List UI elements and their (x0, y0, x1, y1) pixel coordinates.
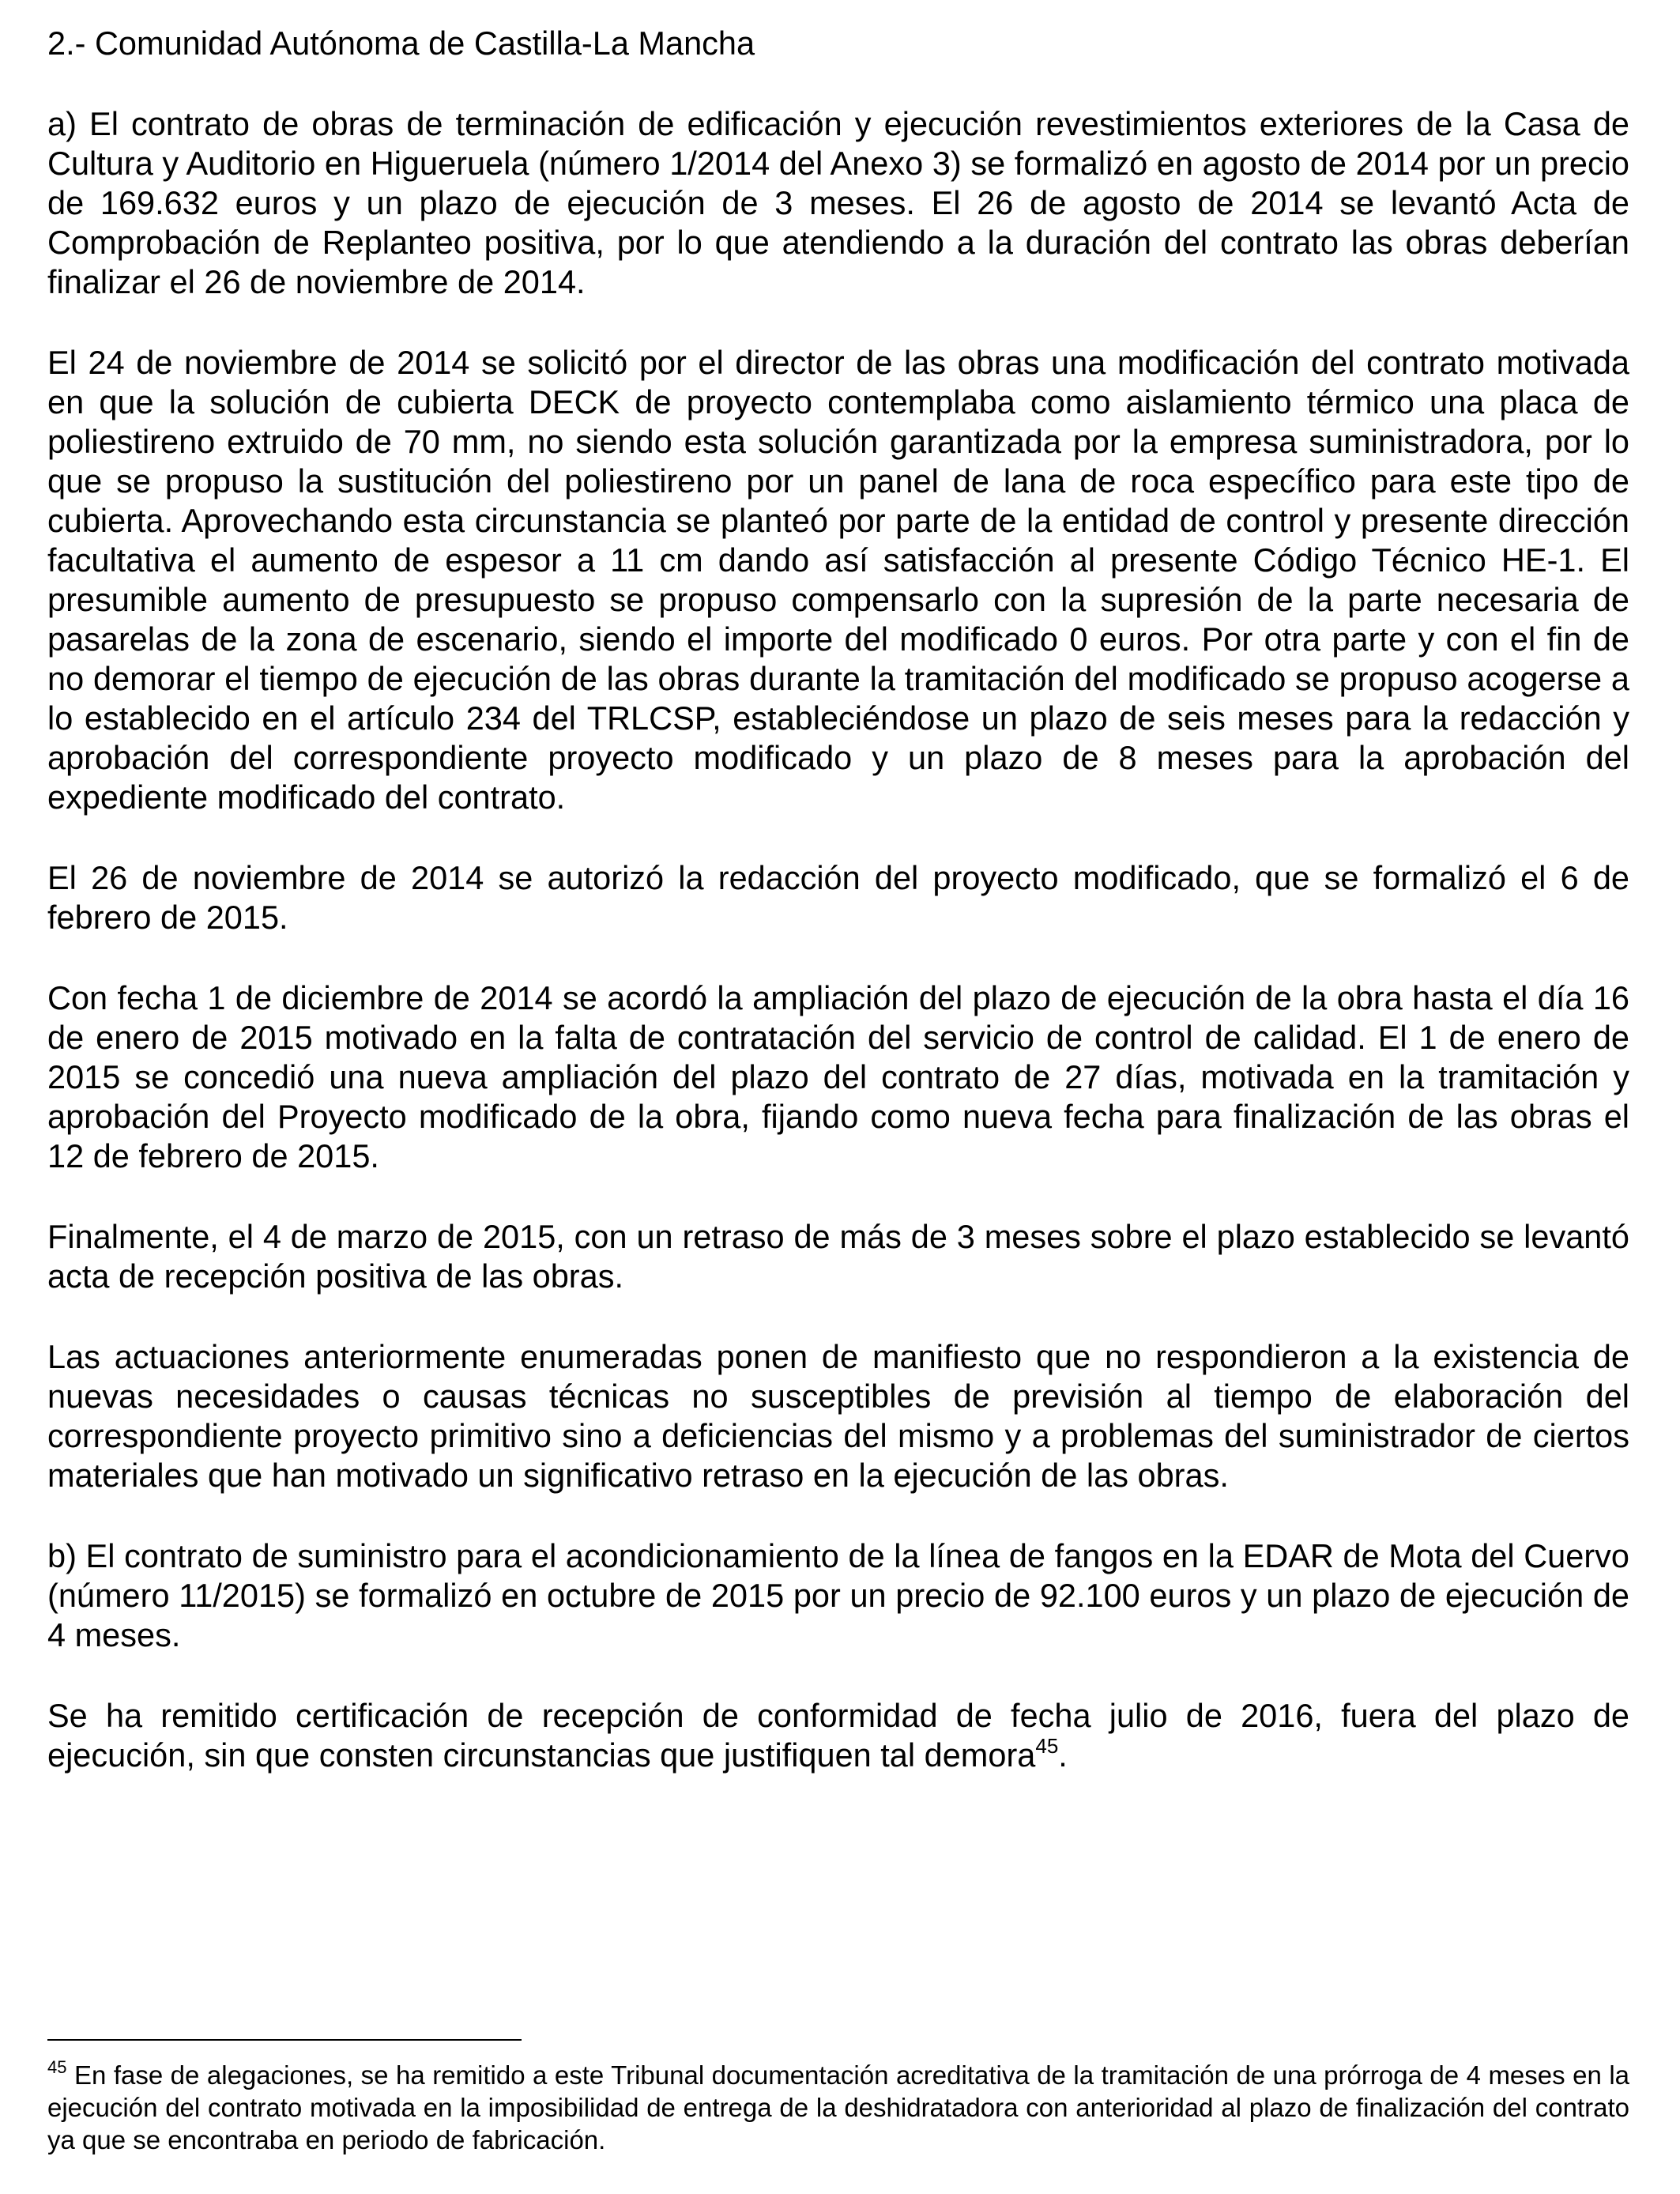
footnote-number: 45 (47, 2057, 67, 2077)
section-heading: 2.- Comunidad Autónoma de Castilla-La Mancha (47, 25, 755, 62)
paragraph-deadline-extensions: Con fecha 1 de diciembre de 2014 se acordó la ampliación del plazo de ejecución de la obra hasta el día 16 de enero de 2015 motivado en la falta de contratación del servicio de control de calidad. El 1 de enero de 2015 se concedió una nueva ampliación del plazo del contrato de 27 días, motivada en la tramitación y aprobación del Proyecto modificado de la obra, fijando como nueva fecha para finalización de las obras el 12 de febrero de 2015. (47, 979, 1629, 1174)
footnote-separator (47, 2039, 522, 2041)
paragraph-contract-b: b) El contrato de suministro para el acondicionamiento de la línea de fangos en la EDAR de Mota del Cuervo (número 11/2015) se formalizó en octubre de 2015 por un precio de 92.100 euros y un plazo de ejecución de 4 meses. (47, 1537, 1629, 1653)
document-page (47, 24, 1629, 1816)
footnote (47, 2059, 1629, 2156)
paragraph-contract-a: a) El contrato de obras de terminación de edificación y ejecución revestimientos exteriores de la Casa de Cultura y Auditorio en Higueruela (número 1/2014 del Anexo 3) se formalizó en agosto de 2014 por un precio de 169.632 euros y un plazo de ejecución de 3 meses. El 26 de agosto de 2014 se levantó Acta de Comprobación de Replanteo positiva, por lo que atendiendo a la duración del contrato las obras deberían finalizar el 26 de noviembre de 2014. (47, 105, 1629, 300)
footnote-text: En fase de alegaciones, se ha remitido a este Tribunal documentación acreditativa de la tramitación de una prórroga de 4 meses en la ejecución del contrato motivada en la imposibilidad de entrega de la deshidratadora con anterioridad al plazo de finalización del contrato ya que se encontraba en periodo de fabricación. (47, 2060, 1629, 2154)
paragraph-certification (47, 1696, 1629, 1775)
paragraph-project-authorization: El 26 de noviembre de 2014 se autorizó la redacción del proyecto modificado, que se formalizó el 6 de febrero de 2015. (47, 859, 1629, 936)
paragraph-modification-request: El 24 de noviembre de 2014 se solicitó por el director de las obras una modificación del contrato motivada en que la solución de cubierta DECK de proyecto contemplaba como aislamiento térmico una placa de poliestireno extruido de 70 mm, no siendo esta solución garantizada por la empresa suministradora, por lo que se propuso la sustitución del poliestireno por un panel de lana de roca específico para este tipo de cubierta. Aprovechando esta circunstancia se planteó por parte de la entidad de control y presente dirección facultativa el aumento de espesor a 11 cm dando así satisfacción al presente Código Técnico HE-1. El presumible aumento de presupuesto se propuso compensarlo con la supresión de la parte necesaria de pasarelas de la zona de escenario, siendo el importe del modificado 0 euros. Por otra parte y con el fin de no demorar el tiempo de ejecución de las obras durante la tramitación del modificado se propuso acogerse a lo establecido en el artículo 234 del TRLCSP, estableciéndose un plazo de seis meses para la redacción y aprobación del correspondiente proyecto modificado y un plazo de 8 meses para la aprobación del expediente modificado del contrato. (47, 344, 1629, 816)
paragraph-reception: Finalmente, el 4 de marzo de 2015, con un retraso de más de 3 meses sobre el plazo establecido se levantó acta de recepción positiva de las obras. (47, 1218, 1629, 1295)
footnote-reference[interactable]: 45 (1035, 1734, 1059, 1759)
paragraph-conclusion: Las actuaciones anteriormente enumeradas ponen de manifiesto que no respondieron a la existencia de nuevas necesidades o causas técnicas no susceptibles de previsión al tiempo de elaboración del correspondiente proyecto primitivo sino a deficiencias del mismo y a problemas del suministrador de ciertos materiales que han motivado un significativo retraso en la ejecución de las obras. (47, 1338, 1629, 1494)
certification-end: . (1058, 1736, 1068, 1774)
certification-text: Se ha remitido certificación de recepción de conformidad de fecha julio de 2016, fuera del plazo de ejecución, sin que consten circunstancias que justifiquen tal demora (47, 1697, 1629, 1774)
